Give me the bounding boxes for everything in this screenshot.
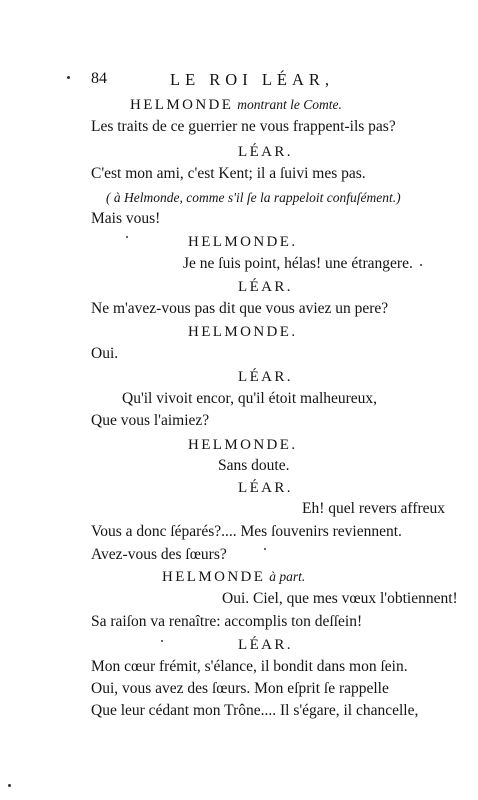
- speaker-name: LÉAR.: [238, 637, 293, 653]
- paper-speck: [67, 76, 70, 79]
- verse-line: Que vous l'aimiez?: [91, 412, 210, 429]
- verse-line: Oui, vous avez des ſœurs. Mon eſprit ſe rappelle: [91, 680, 389, 697]
- verse-line: Eh! quel revers affreux: [302, 500, 446, 517]
- paper-speck: [8, 784, 11, 787]
- speaker-line: [130, 96, 342, 114]
- verse-line: Oui. Ciel, que mes vœux l'obtiennent!: [222, 590, 458, 607]
- paper-speck: [126, 236, 128, 238]
- speaker-line: [162, 568, 305, 586]
- speaker-name: LÉAR.: [238, 369, 293, 385]
- verse-line: Sa raiſon va renaître: accomplis ton deſſein!: [91, 613, 363, 630]
- running-title: LE ROI LÉAR,: [170, 70, 335, 89]
- paper-speck: [264, 548, 266, 550]
- verse-line: C'est mon ami, c'est Kent; il a ſuivi mes pas.: [91, 165, 366, 182]
- paper-speck: [161, 640, 163, 642]
- speaker-name: HELMONDE: [162, 569, 266, 585]
- speaker-name: LÉAR.: [238, 480, 293, 496]
- speaker-name: HELMONDE.: [188, 234, 298, 250]
- verse-line: Que leur cédant mon Trône.... Il s'égare, il chancelle,: [91, 702, 419, 719]
- page-number: 84: [91, 70, 107, 87]
- speaker-name: HELMONDE.: [188, 437, 298, 453]
- speaker-name: HELMONDE: [130, 97, 234, 113]
- verse-line: Les traits de ce guerrier ne vous frappent-ils pas?: [91, 118, 396, 135]
- verse-line: Avez-vous des ſœurs?: [91, 546, 227, 563]
- stage-direction: ( à Helmonde, comme s'il ſe la rappeloit confuſément.): [106, 190, 401, 205]
- paper-speck: [420, 264, 422, 266]
- stage-direction: montrant le Comte.: [237, 97, 342, 112]
- verse-line: Ne m'avez-vous pas dit que vous aviez un pere?: [91, 300, 389, 317]
- stage-direction: à part.: [269, 569, 306, 584]
- verse-line: Qu'il vivoit encor, qu'il étoit malheureux,: [122, 390, 378, 407]
- speaker-name: LÉAR.: [238, 144, 293, 160]
- verse-line: Sans doute.: [218, 457, 290, 474]
- verse-line: Oui.: [91, 345, 119, 362]
- speaker-name: HELMONDE.: [188, 324, 298, 340]
- verse-line: Je ne ſuis point, hélas! une étrangere.: [183, 255, 413, 272]
- verse-line: Mon cœur frémit, s'élance, il bondit dans mon ſein.: [91, 658, 408, 675]
- verse-line: Vous a donc ſéparés?.... Mes ſouvenirs reviennent.: [91, 523, 402, 540]
- verse-line: Mais vous!: [91, 210, 161, 227]
- speaker-name: LÉAR.: [238, 279, 293, 295]
